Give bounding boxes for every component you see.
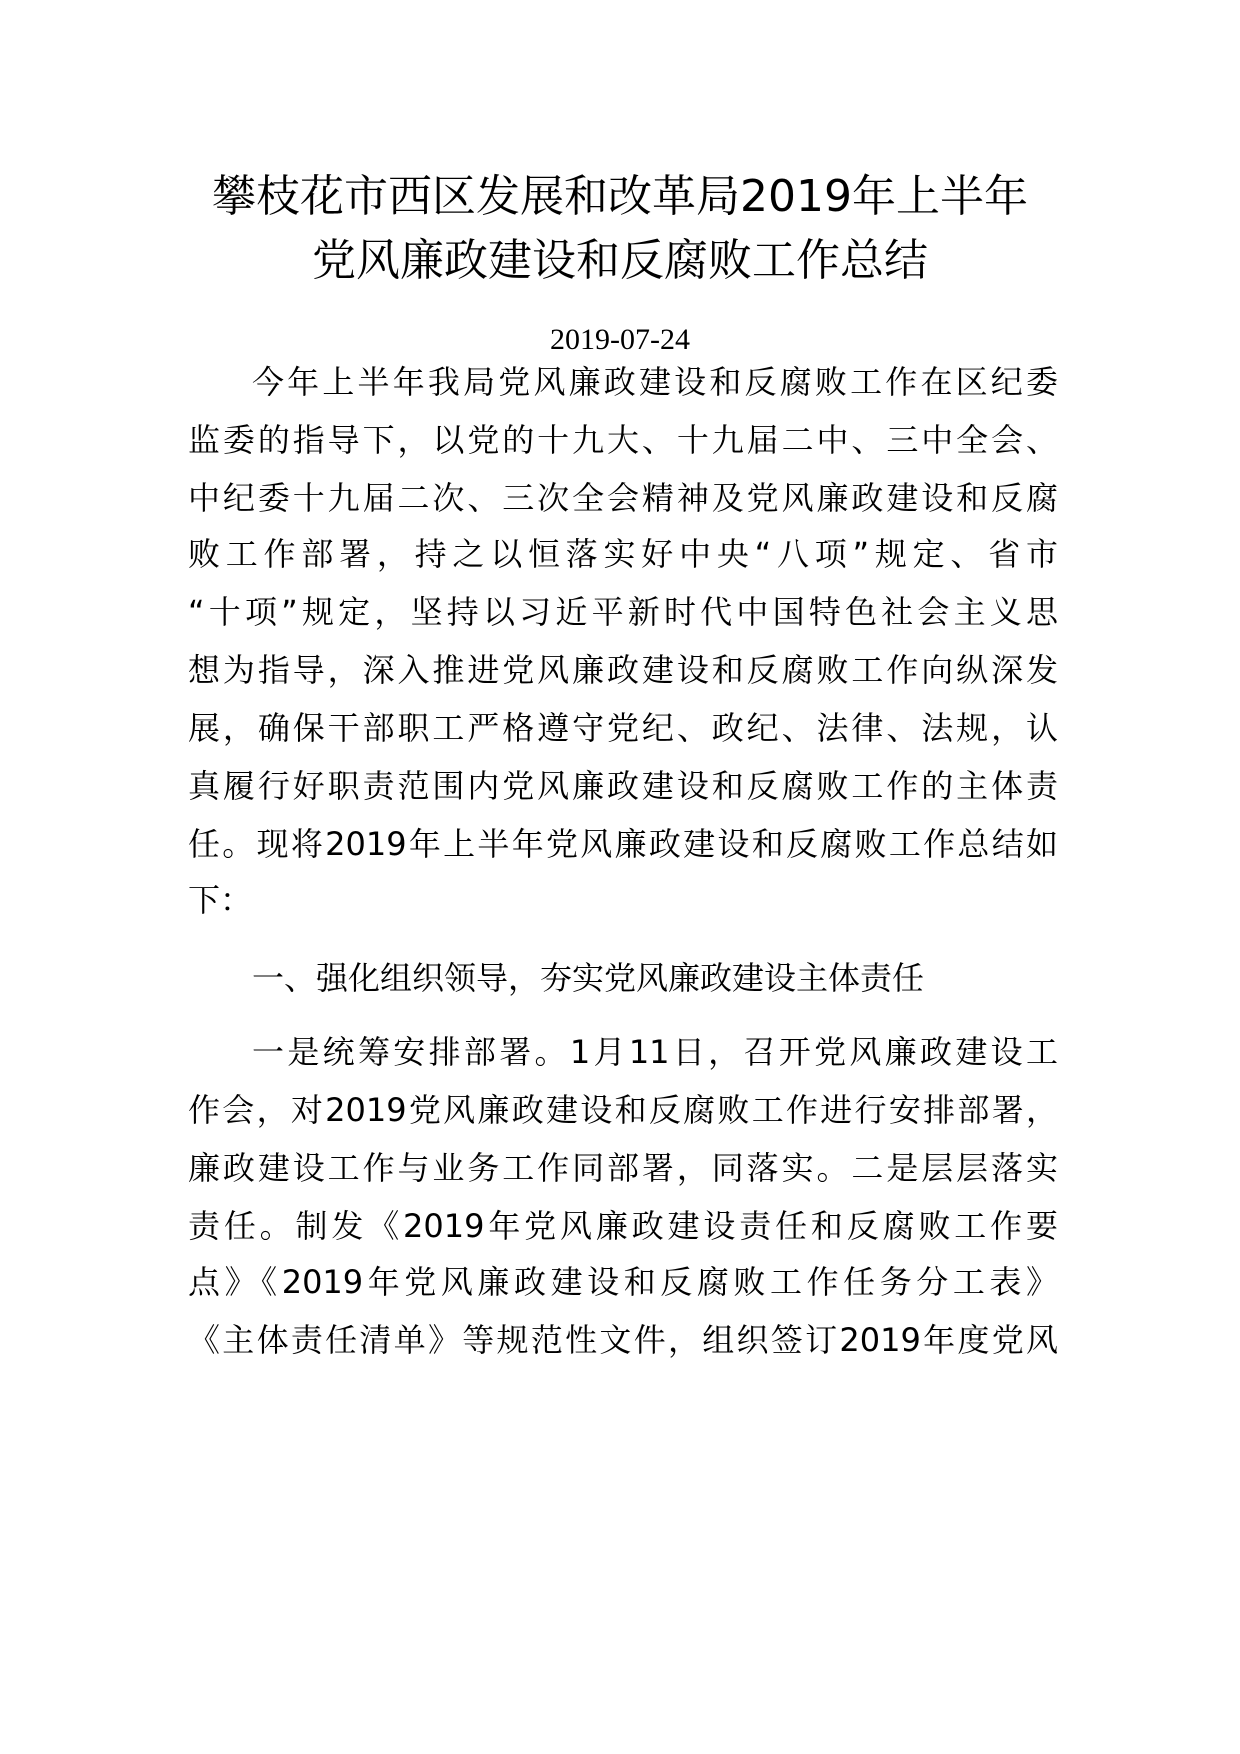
paragraph-line: 廉政建设工作与业务工作同部署，同落实。二是层层落实: [188, 1149, 1058, 1187]
document-title-line1: 攀枝花市西区发展和改革局2019年上半年: [212, 171, 1028, 222]
paragraph-line: 一是统筹安排部署。1月11日，召开党风廉政建设工: [252, 1033, 1058, 1071]
paragraph-line: 真履行好职责范围内党风廉政建设和反腐败工作的主体责: [188, 767, 1058, 805]
paragraph-line: 作会，对2019党风廉政建设和反腐败工作进行安排部署，: [188, 1091, 1058, 1129]
document-title-line2: 党风廉政建设和反腐败工作总结: [312, 235, 928, 286]
paragraph-line: 任。现将2019年上半年党风廉政建设和反腐败工作总结如: [188, 825, 1058, 863]
paragraph-line: 责任。制发《2019年党风廉政建设责任和反腐败工作要: [188, 1207, 1058, 1245]
paragraph-line: 展，确保干部职工严格遵守党纪、政纪、法律、法规，认: [188, 709, 1058, 747]
paragraph-line: 下：: [188, 881, 253, 919]
section-heading: 一、强化组织领导，夯实党风廉政建设主体责任: [252, 959, 925, 997]
paragraph-line: 《主体责任清单》等规范性文件，组织签订2019年度党风: [188, 1321, 1058, 1359]
paragraph-line: 点》《2019年党风廉政建设和反腐败工作任务分工表》: [188, 1263, 1058, 1301]
paragraph-line: 中纪委十九届二次、三次全会精神及党风廉政建设和反腐: [188, 479, 1058, 517]
paragraph-line: 想为指导，深入推进党风廉政建设和反腐败工作向纵深发: [188, 651, 1058, 689]
paragraph-line: 败工作部署，持之以恒落实好中央“八项”规定、省市: [188, 535, 1058, 573]
paragraph-line: “十项”规定，坚持以习近平新时代中国特色社会主义思: [188, 593, 1058, 631]
paragraph-line: 今年上半年我局党风廉政建设和反腐败工作在区纪委: [252, 363, 1058, 401]
document-date: 2019-07-24: [550, 323, 690, 356]
paragraph-line: 监委的指导下，以党的十九大、十九届二中、三中全会、: [188, 421, 1058, 459]
